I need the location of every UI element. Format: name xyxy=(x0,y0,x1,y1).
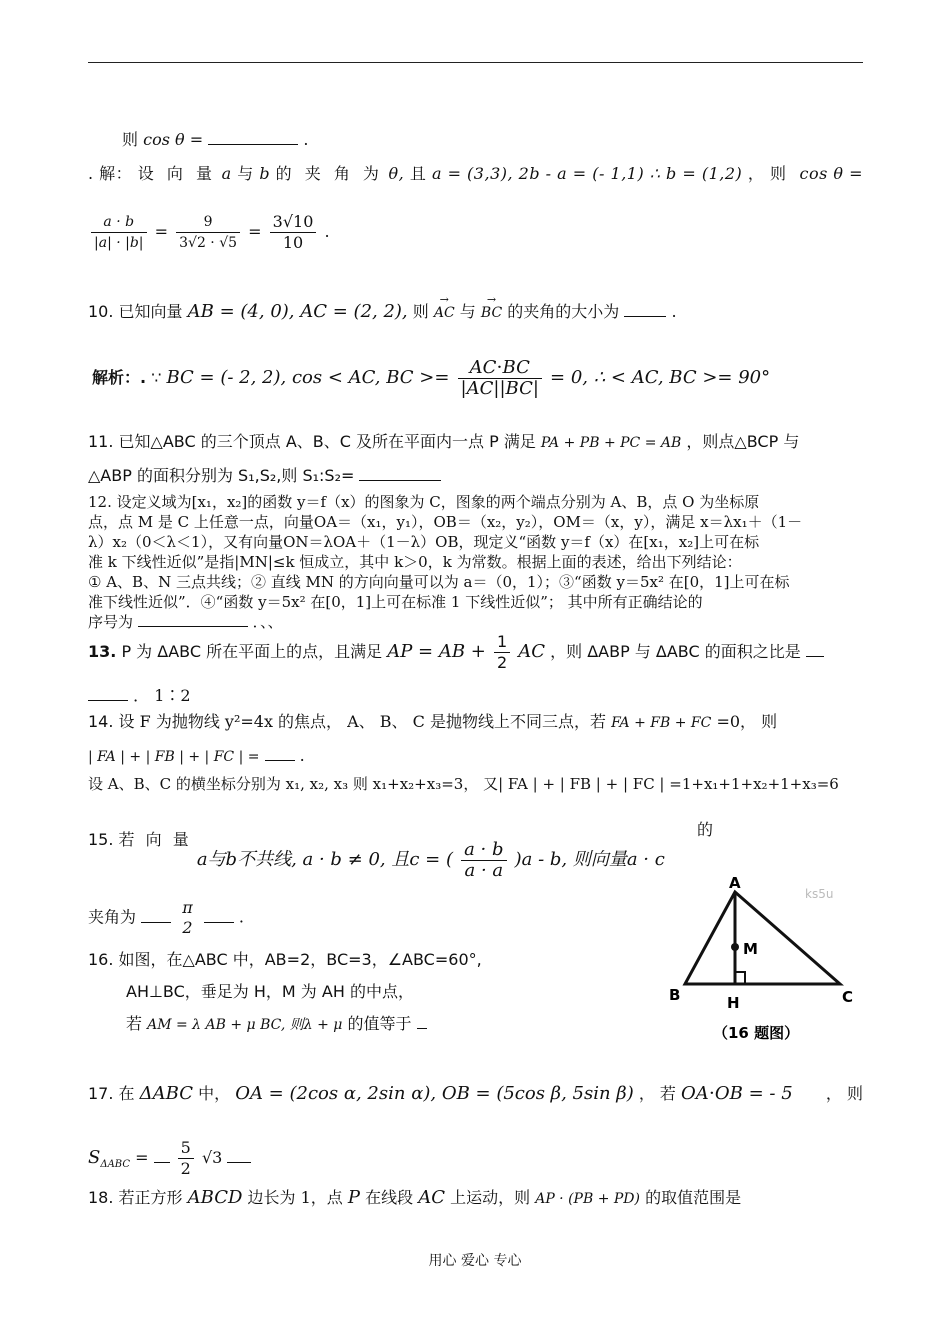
q17-answer-tail: √3 xyxy=(201,1148,223,1167)
q10-vec-ac: → AC xyxy=(434,303,455,323)
q9-vec-a: a xyxy=(221,164,232,183)
q10-sol-expr: BC = (- 2, 2), cos < AC, BC >= xyxy=(166,367,450,388)
q16-question xyxy=(88,950,648,1035)
q15-label: 15. xyxy=(88,830,114,849)
q9-sol-text: 设 向 量 xyxy=(137,164,216,183)
q10-text: 与 xyxy=(459,302,476,321)
q14-answer-blank xyxy=(265,744,295,761)
q17-s-sub: ΔABC xyxy=(100,1159,130,1171)
q17-text: 中， xyxy=(198,1084,231,1103)
q10-sol-label: 解析：. xyxy=(92,368,147,387)
label-h: H xyxy=(727,994,740,1012)
q13-answer-blank xyxy=(88,684,128,701)
q16-text: 的值等于 xyxy=(347,1014,412,1033)
q18-segment: AC xyxy=(418,1187,445,1208)
q10-vec-bc: → BC xyxy=(481,303,502,323)
header-rule xyxy=(88,62,863,63)
q13-answer-prefix: ． xyxy=(133,686,150,705)
q12-line: 12. 设定义域为[x₁，x₂]的函数 y＝f（x）的图象为 C，图象的两个端点分别为 A、B，点 O 为坐标原 xyxy=(88,493,760,511)
q15-text: 若 向 量 xyxy=(118,830,192,849)
label-m: M xyxy=(743,940,758,958)
q14-text: 设 F 为抛物线 y²=4x 的焦点， A、 B、 C 是抛物线上不同三点，若 xyxy=(118,712,606,731)
q9-cos-label: cos θ = xyxy=(799,164,863,183)
q10-because: ∵ xyxy=(151,368,162,387)
q18-square: ABCD xyxy=(187,1187,243,1208)
q15-text: 夹角为 xyxy=(88,907,137,927)
q9-vec-b: b xyxy=(259,164,271,183)
q13-text: P 为 ΔABC 所在平面上的点，且满足 xyxy=(121,642,383,661)
q13-answer-blank xyxy=(806,640,824,657)
q10-text: 已知向量 xyxy=(118,302,183,321)
q9-frac1: $\frac{a \cdot b}{|a| \cdot |b|}$ xyxy=(91,212,147,253)
q15-text: 的 xyxy=(696,820,713,839)
q18-label: 18. xyxy=(88,1188,114,1207)
q16-line: AH⊥BC，垂足为 H，M 为 AH 的中点， xyxy=(126,982,414,1001)
q10-text: 的夹角的大小为 xyxy=(507,302,620,321)
q13-label: 13. xyxy=(88,642,117,661)
q17-eq: = xyxy=(135,1148,149,1167)
q10-label: 10. xyxy=(88,302,114,321)
q15-answer-blank xyxy=(204,906,234,923)
q9-sol-text: 与 xyxy=(237,164,254,183)
watermark: ks5u xyxy=(805,887,834,901)
q16-answer-blank xyxy=(417,1012,427,1029)
q12-question xyxy=(88,492,863,632)
q16-text: 若 xyxy=(126,1014,143,1033)
q15-question xyxy=(88,820,863,881)
triangle-diagram xyxy=(665,872,865,1052)
q9-prefix: 则 xyxy=(122,130,139,149)
q11-vec-eq: PA + PB + PC = AB xyxy=(540,435,682,451)
q9-tail: . xyxy=(324,222,330,241)
q18-text: 的取值范围是 xyxy=(645,1188,742,1207)
q9-answer-blank xyxy=(208,128,298,145)
label-a: A xyxy=(729,874,741,892)
q9-end: . xyxy=(303,130,309,149)
q18-text: 边长为 1，点 xyxy=(247,1188,343,1207)
q12-line: 准下线性近似”．④“函数 y＝5x² 在[0，1]上可在标准 1 下线性近似”； 其中所有正确结论的 xyxy=(88,593,703,611)
q15-answer-blank xyxy=(141,906,171,923)
q13-question xyxy=(88,632,863,673)
label-b: B xyxy=(669,986,681,1004)
q18-text: 若正方形 xyxy=(118,1188,183,1207)
q12-tail: ．、、 xyxy=(252,613,283,631)
q11-question-line2 xyxy=(88,464,863,486)
q12-answer-blank xyxy=(138,612,248,627)
q18-expr: AP · (PB + PD) xyxy=(535,1191,640,1207)
q10-question xyxy=(88,300,863,323)
q9-sol-text: 且 xyxy=(409,164,427,183)
q15-frac: $\frac{a \cdot b}{a \cdot a}$ xyxy=(461,840,506,881)
q14-end: . xyxy=(299,746,305,765)
q18-text: 在线段 xyxy=(365,1188,414,1207)
q14-vec-eq: FA + FB + FC xyxy=(611,715,712,731)
q13-answer: 1∶2 xyxy=(154,686,191,705)
q13-expr: AP = AB + xyxy=(387,641,486,662)
q17-cond: OA⋅OB = - 5 xyxy=(681,1083,793,1104)
q12-line: λ）x₂（0＜λ＜1），又有向量ON＝λOA＋（1－λ）OB，现定义“函数 y＝f（x）在[x₁，x₂]上可在标 xyxy=(88,533,760,551)
q11-question xyxy=(88,432,863,453)
q12-line: ① A、B、N 三点共线；② 直线 MN 的方向向量可以为 a＝（0，1）；③“函数 y＝5x² 在[0，1]上可在标 xyxy=(88,573,790,591)
q11-answer-blank xyxy=(359,464,441,481)
q10-answer-blank xyxy=(624,300,666,317)
q17-answer-frac: $\frac{5}{2}$ xyxy=(178,1138,194,1179)
page-footer: 用心 爱心 专心 xyxy=(428,1253,522,1269)
q10-solution xyxy=(92,358,867,399)
q17-text: 在 xyxy=(118,1084,135,1103)
q12-line: 点，点 M 是 C 上任意一点，向量OA＝（x₁，y₁），OB＝（x₂，y₂），OM＝（x，y），满足 x＝λx₁＋（1－ xyxy=(88,513,803,531)
q14-label: 14. xyxy=(88,712,114,731)
q9-eq: = xyxy=(248,222,262,241)
q9-theta: θ, xyxy=(388,164,405,183)
q16-expr: AM = λ AB + μ BC, 则λ + μ xyxy=(147,1017,343,1033)
q9-sol-label: . 解： xyxy=(88,164,133,183)
figure-caption: （16 题图） xyxy=(713,1024,800,1042)
q10-end: . xyxy=(671,302,677,321)
q9-frac2: $\frac{9}{3√2 \cdot √5}$ xyxy=(176,212,240,253)
q17-text: ， 则 xyxy=(825,1084,863,1103)
q17-answer-line xyxy=(88,1138,863,1179)
q9-fraction-line xyxy=(88,212,863,253)
q17-text: ， 若 xyxy=(638,1084,676,1103)
q9-solution xyxy=(88,164,863,184)
q18-question xyxy=(88,1188,863,1209)
q15-expr-tail: )a - b, 则向量a · c xyxy=(514,849,665,870)
q9-frac3: $\frac{3√10}{10}$ xyxy=(270,212,317,253)
q18-text: 上运动，则 xyxy=(450,1188,531,1207)
label-c: C xyxy=(842,988,854,1006)
q16-line: 16. 如图，在△ABC 中，AB=2，BC=3，∠ABC=60°, xyxy=(88,950,482,969)
q17-label: 17. xyxy=(88,1084,114,1103)
q12-line: 序号为 xyxy=(88,613,134,631)
q14-question xyxy=(88,712,863,733)
q10-sol-frac: $\frac{AC\cdot BC}{|AC||BC|}$ xyxy=(458,358,542,399)
q17-triangle: ΔABC xyxy=(139,1083,193,1104)
q12-line: 准 k 下线性近似”是指|MN|≤k 恒成立，其中 k＞0，k 为常数。根据上面的表述，给出下列结论： xyxy=(88,553,742,571)
q13-frac: $\frac{1}{2}$ xyxy=(494,632,510,673)
q14-expr: | FA | + | FB | + | FC | = xyxy=(88,749,260,765)
q16-figure xyxy=(665,872,865,1052)
q13-answer-line xyxy=(88,684,863,706)
q9-sol-text: 的 夹 角 为 xyxy=(275,164,383,183)
q10-expr: AB = (4, 0), AC = (2, 2), xyxy=(187,301,408,322)
q17-question xyxy=(88,1084,863,1104)
q11-text: △ABP 的面积分别为 S₁,S₂,则 S₁:S₂= xyxy=(88,466,355,485)
q9-eq: = xyxy=(154,222,169,241)
q13-expr-tail: AC xyxy=(518,641,546,662)
q13-text: ，则 ΔABP 与 ΔABC 的面积之比是 xyxy=(550,642,801,661)
q17-answer-blank xyxy=(227,1146,251,1163)
q10-sol-tail: = 0, ∴ < AC, BC >= 90° xyxy=(550,367,771,388)
q9-prompt xyxy=(122,128,897,150)
q9-sol-text: ， 则 xyxy=(747,164,787,183)
q10-text: 则 xyxy=(412,302,429,321)
q15-answer: π 2 xyxy=(182,898,193,937)
point-m xyxy=(731,943,739,951)
q11-text: ，则点△BCP 与 xyxy=(686,432,800,451)
q15-expr: a与b不共线, a · b ≠ 0, 且c = ( xyxy=(196,849,453,870)
q9-cos-theta: cos θ = xyxy=(143,130,204,149)
triangle-abc xyxy=(685,892,840,984)
q18-point: P xyxy=(347,1187,361,1208)
q9-equation: a = (3,3), 2b - a = (- 1,1) ∴ b = (1,2) xyxy=(431,164,743,183)
q17-answer-blank xyxy=(154,1146,170,1163)
q14-solution: 设 A、B、C 的横坐标分别为 x₁, x₂, x₃ 则 x₁+x₂+x₃=3， 又| FA | + | FB | + | FC | =1+x₁+1+x₂+1+x₃=6 xyxy=(88,775,839,793)
q14-line2 xyxy=(88,744,863,767)
q17-expr: OA = (2cos α, 2sin α), OB = (5cos β, 5sin β) xyxy=(235,1083,634,1104)
q11-text: 11. 已知△ABC 的三个顶点 A、B、C 及所在平面内一点 P 满足 xyxy=(88,432,536,451)
q17-s-label: S xyxy=(88,1147,101,1168)
q15-end: . xyxy=(238,907,244,927)
q14-text: =0， 则 xyxy=(716,712,778,731)
